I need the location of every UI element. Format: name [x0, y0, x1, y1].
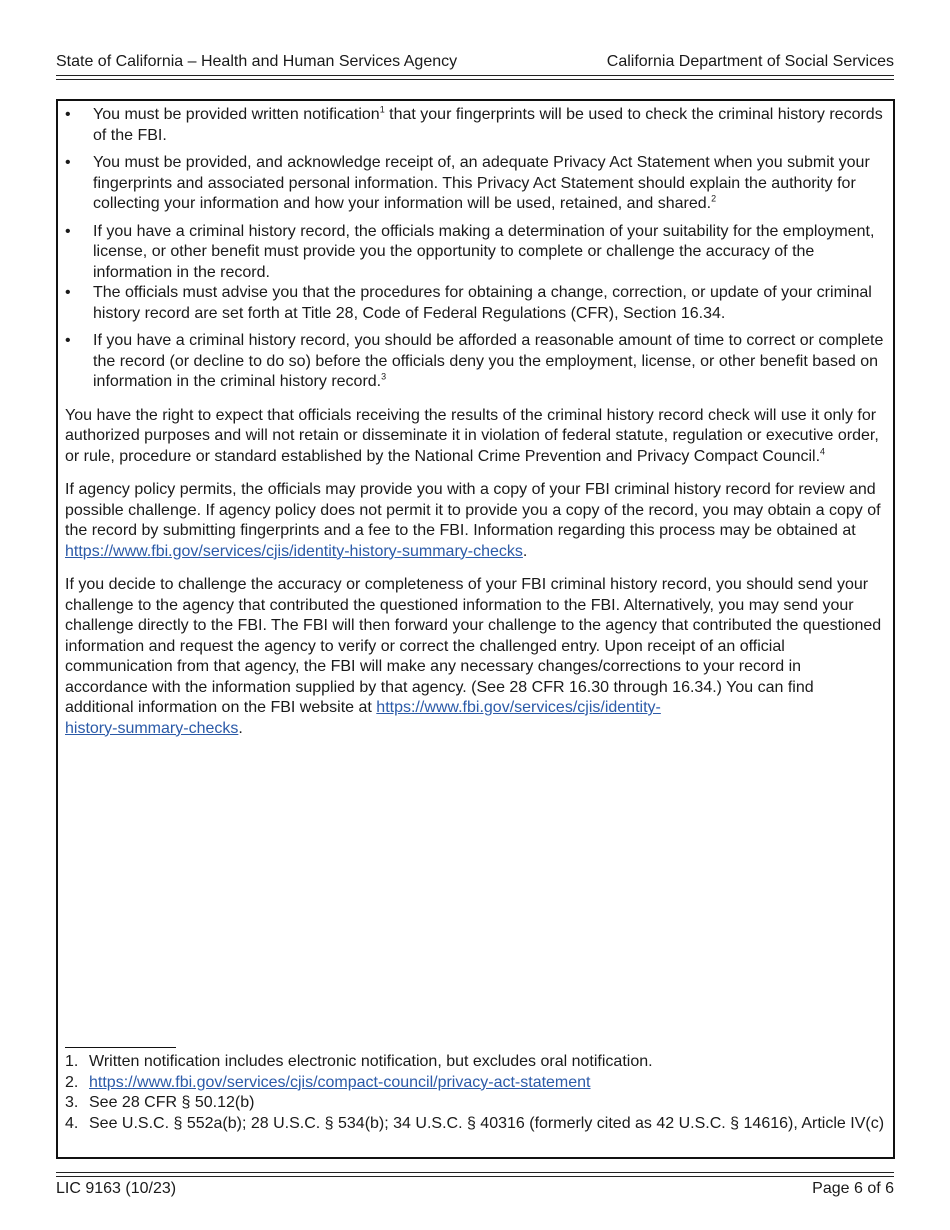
list-item: • The officials must advise you that the procedures for obtaining a change, correction, or update of your criminal history record are set forth at Title 28, Code of Federal Regulations (CFR), Section 16.34. [65, 284, 872, 322]
challenge-paragraph: If you decide to challenge the accuracy or completeness of your FBI criminal history record, you should send your challenge to the agency that contributed the questioned information to the FBI. Alternatively, you may send your challenge directly to the FBI. The FBI will then forward your challenge to the agency that contributed the questioned information and request the agency to verify or correct the challenged entry. Upon receipt of an official communication from that agency, the FBI will make any necessary changes/corrections to your record in accordance with the information supplied by that agency. (See 28 CFR 16.30 through 16.34.) You can find additional information on the FBI website at https://www.fbi.gov/services/cjis/identity- history-summary-checks. [65, 576, 882, 737]
list-item: • You must be provided, and acknowledge receipt of, an adequate Privacy Act Statement when you submit your fingerprints and associated personal information. This Privacy Act Statement should explain the authority for collecting your information and how your information will be used, retained, and shared.$^2$ [65, 154, 870, 212]
form-number: LIC 9163 (10/23) [56, 1180, 177, 1197]
footnote-item: 3. See 28 CFR § 50.12(b) [65, 1094, 255, 1111]
list-item: • You must be provided written notification$^1$ that your fingerprints will be used to check the criminal history records of the FBI. [65, 104, 883, 144]
header-rule [56, 75, 894, 80]
rights-paragraph: You have the right to expect that officials receiving the results of the criminal history record check will use it only for authorized purposes and will not retain or disseminate it in violation of federal statute, regulation or executive order, or rule, procedure or standard established by the National Crime Prevention and Privacy Compact Council.$^4$ [65, 406, 879, 465]
footnote-item: 2. https://www.fbi.gov/services/cjis/compact-council/privacy-act-statement [65, 1073, 591, 1091]
content-box [56, 99, 895, 1159]
footnote-divider [65, 1047, 176, 1048]
bullet-icon: • [65, 106, 71, 123]
bullet-icon: • [65, 222, 71, 240]
page-number: Page 6 of 6 [812, 1180, 894, 1197]
footnotes [65, 1047, 886, 1134]
footnote-item: 1. Written notification includes electronic notification, but excludes oral notification. [65, 1053, 653, 1070]
footnote-ref: 4 [820, 446, 826, 457]
list-item: • If you have a criminal history record, you should be afforded a reasonable amount of time to correct or complete the record (or decline to do so) before the officials deny you the employment, license, or other benefit based on information in the criminal history record.$^3$ [65, 332, 884, 390]
copy-paragraph: If agency policy permits, the officials may provide you with a copy of your FBI criminal history record for review and possible challenge. If agency policy does not permit it to provide you a copy of the record, you may obtain a copy of the record by submitting fingerprints and a fee to the FBI. Information regarding this process may be obtained at https://www.fbi.gov/services/cjis/identity-history-summary-checks. [65, 481, 881, 560]
footer-rule [56, 1172, 894, 1177]
header-agency: State of California – Health and Human Services Agency [56, 53, 458, 70]
footnote-item: 4. See U.S.C. § 552a(b); 28 U.S.C. § 534(b); 34 U.S.C. § 40316 (formerly cited as 42 U.S.C. § 14616), Article IV(c) [65, 1114, 885, 1132]
page-header [56, 52, 894, 72]
privacy-act-link[interactable]: https://www.fbi.gov/services/cjis/compact-council/privacy-act-statement [89, 1073, 591, 1091]
main-content [65, 105, 886, 752]
bullet-icon: • [65, 284, 71, 301]
footnote-ref: 2 [711, 193, 717, 204]
identity-history-link[interactable]: https://www.fbi.gov/services/cjis/identity-history-summary-checks [65, 542, 523, 560]
footnote-ref: 1 [379, 104, 385, 115]
identity-history-link-continued[interactable]: history-summary-checks [65, 719, 239, 737]
header-department: California Department of Social Services [606, 53, 894, 70]
identity-history-link[interactable]: https://www.fbi.gov/services/cjis/identity- [376, 699, 661, 716]
bullet-icon: • [65, 154, 71, 171]
footnote-ref: 3 [381, 371, 387, 382]
list-item: • If you have a criminal history record, the officials making a determination of your suitability for the employment, license, or other benefit must provide you the opportunity to complete or challenge the accuracy of the information in the record. [65, 222, 875, 281]
bullet-icon: • [65, 332, 71, 349]
rights-list [65, 105, 886, 393]
